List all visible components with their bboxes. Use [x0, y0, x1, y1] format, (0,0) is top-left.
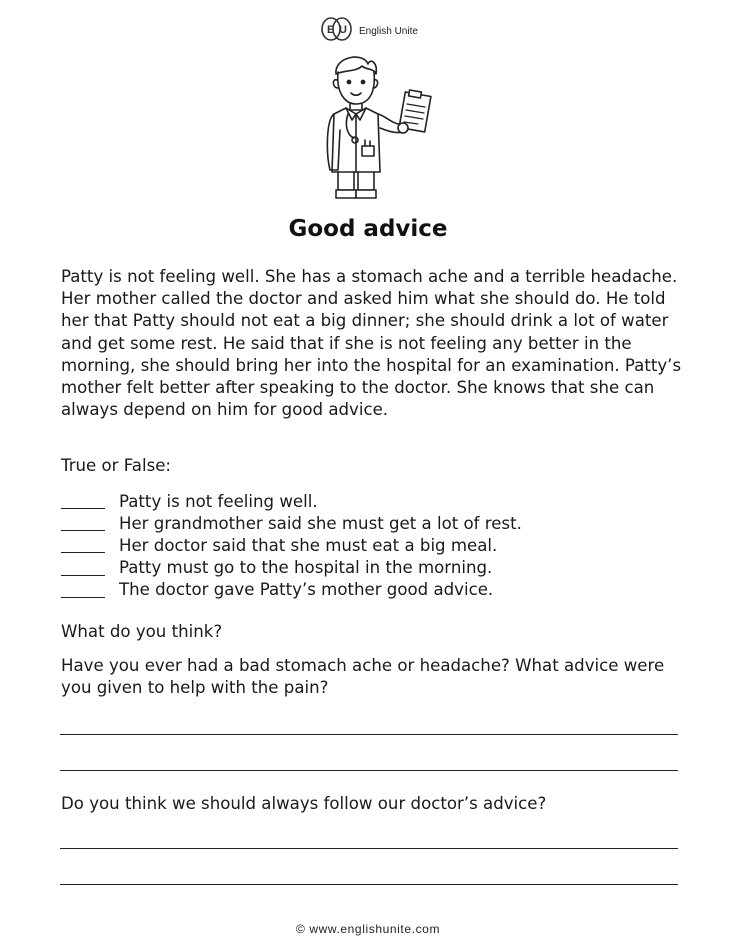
answer-line-2a[interactable]	[60, 826, 678, 849]
true-false-item	[61, 579, 522, 601]
question-2: Do you think we should always follow our doctor’s advice?	[61, 794, 547, 813]
answer-blank[interactable]	[61, 596, 105, 598]
svg-text:E: E	[327, 24, 335, 36]
story-paragraph: Patty is not feeling well. She has a stomach ache and a terrible headache. Her mother called the doctor and asked him what she should do. He told her that Patty should not eat a big dinner; she should drink a lot of water and get some rest. He said that if she is not feeling any better in the morning, she should bring her into the hospital for an examination. Patty’s mother felt better after speaking to the doctor. She knows that she can always depend on him for good advice.	[61, 267, 682, 420]
english-unite-logo-icon	[318, 14, 356, 44]
statement-text: Patty is not feeling well.	[119, 491, 318, 511]
statement-text: Her grandmother said she must get a lot of rest.	[119, 513, 522, 533]
what-do-you-think-heading: What do you think?	[61, 622, 223, 641]
footer-copyright: © www.englishunite.com	[295, 922, 441, 936]
brand-name: English Unite	[359, 25, 418, 37]
true-false-item	[61, 557, 522, 579]
brand-logo	[318, 12, 418, 46]
page-title: Good advice	[288, 216, 448, 242]
statement-text: Her doctor said that she must eat a big meal.	[119, 535, 498, 555]
true-false-heading: True or False:	[61, 456, 172, 475]
answer-blank[interactable]	[61, 507, 105, 509]
answer-line-2b[interactable]	[60, 862, 678, 885]
true-false-item	[61, 512, 522, 534]
statement-text: Patty must go to the hospital in the morning.	[119, 558, 493, 578]
answer-blank[interactable]	[61, 574, 105, 576]
statement-text: The doctor gave Patty’s mother good advice.	[119, 580, 494, 600]
svg-text:U: U	[339, 24, 347, 36]
answer-blank[interactable]	[61, 551, 105, 553]
doctor-illustration-icon	[306, 50, 446, 210]
answer-line-1b[interactable]	[60, 748, 678, 771]
true-false-list	[61, 490, 522, 601]
question-1: Have you ever had a bad stomach ache or headache? What advice were you given to help with the pain?	[61, 656, 665, 698]
answer-blank[interactable]	[61, 529, 105, 531]
true-false-item	[61, 490, 522, 512]
true-false-item	[61, 534, 522, 556]
answer-line-1a[interactable]	[60, 712, 678, 735]
